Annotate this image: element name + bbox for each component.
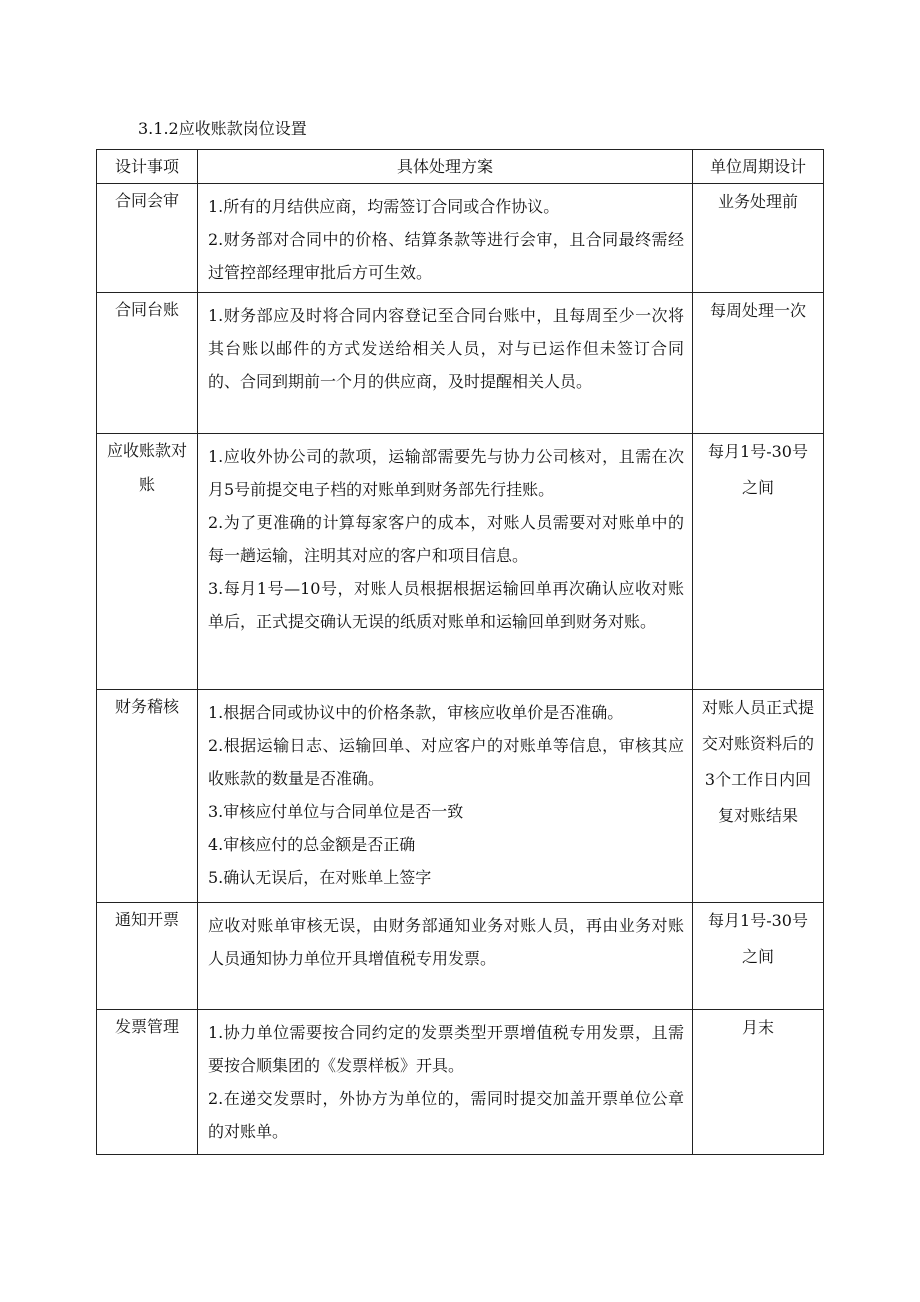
period-label: 每月1号-30号之间 bbox=[708, 911, 808, 966]
plan-cell bbox=[198, 434, 693, 690]
plan-line: 2.财务部对合同中的价格、结算条款等进行会审，且合同最终需经过管控部经理审批后方可生效。 bbox=[208, 230, 684, 282]
item-cell bbox=[97, 690, 198, 903]
table-row bbox=[97, 1010, 824, 1155]
plan-line: 应收对账单审核无误，由财务部通知业务对账人员，再由业务对账人员通知协力单位开具增值税专用发票。 bbox=[208, 916, 684, 968]
table-header-row bbox=[97, 150, 824, 184]
item-label: 发票管理 bbox=[114, 1017, 179, 1036]
table-row bbox=[97, 184, 824, 293]
item-label: 合同会审 bbox=[114, 191, 179, 210]
header-plan: 具体处理方案 bbox=[198, 150, 693, 184]
plan-line: 4.审核应付的总金额是否正确 bbox=[208, 835, 416, 854]
period-label: 每周处理一次 bbox=[709, 301, 806, 320]
plan-line: 5.确认无误后，在对账单上签字 bbox=[208, 868, 432, 887]
plan-line: 2.根据运输日志、运输回单、对应客户的对账单等信息，审核其应收账款的数量是否准确。 bbox=[208, 736, 684, 788]
period-label: 月末 bbox=[741, 1018, 774, 1037]
item-label: 财务稽核 bbox=[114, 697, 179, 716]
plan-line: 2.在递交发票时，外协方为单位的，需同时提交加盖开票单位公章的对账单。 bbox=[208, 1089, 684, 1141]
header-design-item: 设计事项 bbox=[97, 150, 198, 184]
item-cell bbox=[97, 293, 198, 434]
period-cell bbox=[693, 903, 824, 1010]
period-cell bbox=[693, 293, 824, 434]
plan-line: 3.每月1号—10号，对账人员根据根据运输回单再次确认应收对账单后，正式提交确认无误的纸质对账单和运输回单到财务对账。 bbox=[208, 579, 684, 631]
period-label: 业务处理前 bbox=[717, 192, 798, 211]
item-cell bbox=[97, 903, 198, 1010]
plan-line: 1.财务部应及时将合同内容登记至合同台账中，且每周至少一次将其台账以邮件的方式发送给相关人员，对与已运作但未签订合同的、合同到期前一个月的供应商，及时提醒相关人员。 bbox=[208, 306, 684, 391]
plan-cell bbox=[198, 690, 693, 903]
receivables-post-table bbox=[96, 149, 824, 1155]
period-label: 每月1号-30号之间 bbox=[708, 442, 808, 497]
period-cell bbox=[693, 690, 824, 903]
plan-line: 1.所有的月结供应商，均需签订合同或合作协议。 bbox=[208, 197, 560, 216]
plan-line: 3.审核应付单位与合同单位是否一致 bbox=[208, 802, 464, 821]
table-row bbox=[97, 690, 824, 903]
plan-cell bbox=[198, 184, 693, 293]
item-label: 合同台账 bbox=[114, 300, 179, 319]
plan-line: 2.为了更准确的计算每家客户的成本，对账人员需要对对账单中的每一趟运输，注明其对应的客户和项目信息。 bbox=[208, 513, 684, 565]
plan-cell bbox=[198, 903, 693, 1010]
table-row bbox=[97, 293, 824, 434]
plan-cell bbox=[198, 1010, 693, 1155]
item-label: 通知开票 bbox=[114, 910, 179, 929]
item-label: 应收账款对账 bbox=[107, 441, 188, 494]
plan-line: 1.应收外协公司的款项，运输部需要先与协力公司核对，且需在次月5号前提交电子档的对账单到财务部先行挂账。 bbox=[208, 447, 684, 499]
table-row bbox=[97, 434, 824, 690]
item-cell bbox=[97, 434, 198, 690]
item-cell bbox=[97, 184, 198, 293]
header-period: 单位周期设计 bbox=[693, 150, 824, 184]
table-row bbox=[97, 903, 824, 1010]
plan-line: 1.协力单位需要按合同约定的发票类型开票增值税专用发票，且需要按合顺集团的《发票样板》开具。 bbox=[208, 1023, 684, 1075]
item-cell bbox=[97, 1010, 198, 1155]
plan-line: 1.根据合同或协议中的价格条款，审核应收单价是否准确。 bbox=[208, 703, 624, 722]
period-cell bbox=[693, 184, 824, 293]
period-cell bbox=[693, 434, 824, 690]
plan-cell bbox=[198, 293, 693, 434]
period-cell bbox=[693, 1010, 824, 1155]
period-label: 对账人员正式提交对账资料后的3个工作日内回复对账结果 bbox=[701, 698, 814, 825]
section-title: 3.1.2应收账款岗位设置 bbox=[138, 119, 307, 138]
